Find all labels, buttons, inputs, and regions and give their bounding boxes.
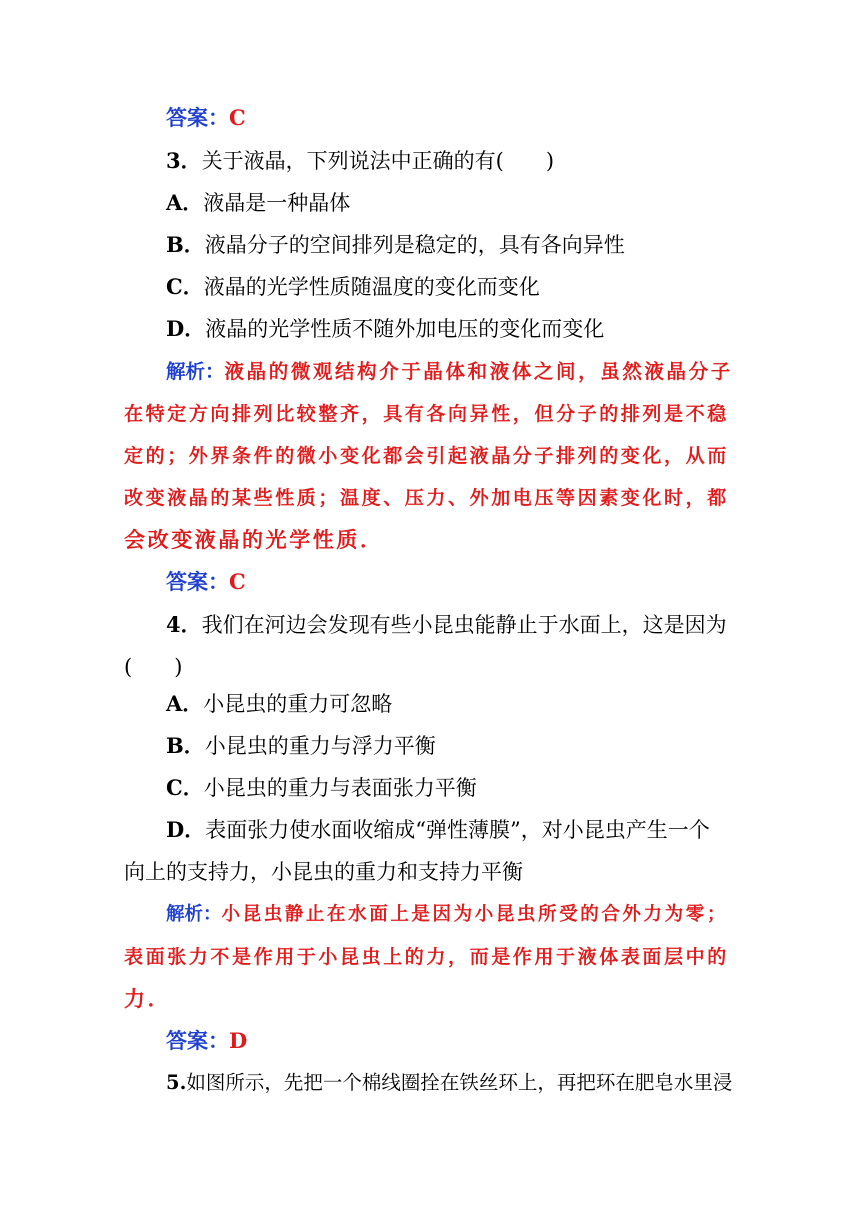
answer-value: C: [229, 569, 246, 594]
question-number: 3．: [166, 148, 202, 173]
option-letter: C．: [166, 274, 204, 299]
analysis-line-3: 定的；外界条件的微小变化都会引起液晶分子排列的变化，从而: [124, 445, 729, 467]
option-letter: D．: [166, 316, 206, 341]
answer-line: [166, 1027, 247, 1055]
option-letter: B．: [166, 733, 205, 758]
answer-label: 答案：: [166, 569, 229, 594]
option-text: 小昆虫的重力与浮力平衡: [204, 734, 436, 758]
analysis-label: 解析：: [166, 360, 225, 383]
question-3: [166, 147, 554, 175]
option-text: 小昆虫的重力可忽略: [203, 692, 393, 716]
option-letter: D．: [166, 817, 206, 842]
question-5: [166, 1069, 732, 1097]
option-d: [166, 816, 710, 844]
analysis-line-3: 力．: [124, 986, 172, 1011]
option-b: [166, 732, 436, 760]
option-b: [166, 231, 625, 259]
question-4: [166, 611, 727, 639]
option-letter: A．: [166, 691, 204, 716]
answer-label: 答案：: [166, 1028, 229, 1053]
analysis-text: 小昆虫静止在水面上是因为小昆虫所受的合外力为零；: [221, 904, 728, 925]
question-number: 4．: [166, 612, 202, 637]
option-c: [166, 273, 540, 301]
analysis-line-1: [166, 358, 733, 386]
analysis-line-2: 在特定方向排列比较整齐，具有各向异性，但分子的排列是不稳: [124, 403, 729, 425]
analysis-line-4: 改变液晶的某些性质；温度、压力、外加电压等因素变化时，都: [124, 487, 729, 509]
option-d-cont: 向上的支持力，小昆虫的重力和支持力平衡: [124, 860, 523, 884]
option-d: [166, 315, 604, 343]
option-text: 小昆虫的重力与表面张力平衡: [203, 776, 477, 800]
question-text: 如图所示，先把一个棉线圈拴在铁丝环上，再把环在肥皂水里浸: [186, 1071, 733, 1094]
option-c: [166, 774, 477, 802]
option-text: 液晶分子的空间排列是稳定的，具有各向异性: [204, 233, 625, 257]
question-text: 我们在河边会发现有些小昆虫能静止于水面上，这是因为: [201, 613, 727, 637]
option-text: 液晶的光学性质不随外加电压的变化而变化: [205, 317, 605, 341]
option-letter: A．: [166, 190, 204, 215]
analysis-line-2: 表面张力不是作用于小昆虫上的力，而是作用于液体表面层中的: [124, 946, 729, 968]
answer-label: 答案：: [166, 105, 229, 130]
analysis-line-1: [166, 901, 728, 929]
analysis-text: 液晶的微观结构介于晶体和液体之间，虽然液晶分子: [224, 360, 733, 383]
option-letter: C．: [166, 775, 204, 800]
question-number: 5.: [166, 1071, 187, 1094]
option-a: [166, 690, 392, 718]
question-text: 关于液晶，下列说法中正确的有( ): [201, 149, 555, 173]
option-text: 液晶是一种晶体: [203, 191, 351, 215]
answer-value: C: [229, 105, 246, 130]
option-text: 液晶的光学性质随温度的变化而变化: [203, 275, 540, 299]
question-4-cont: ( ): [124, 655, 183, 679]
answer-value: D: [229, 1028, 248, 1053]
analysis-line-5: 会改变液晶的光学性质．: [124, 527, 384, 552]
option-letter: B．: [166, 232, 205, 257]
option-text: 表面张力使水面收缩成“弹性薄膜”，对小昆虫产生一个: [205, 818, 710, 842]
analysis-label: 解析：: [166, 904, 222, 925]
option-a: [166, 189, 350, 217]
answer-line: [166, 568, 246, 596]
answer-line: [166, 104, 246, 132]
